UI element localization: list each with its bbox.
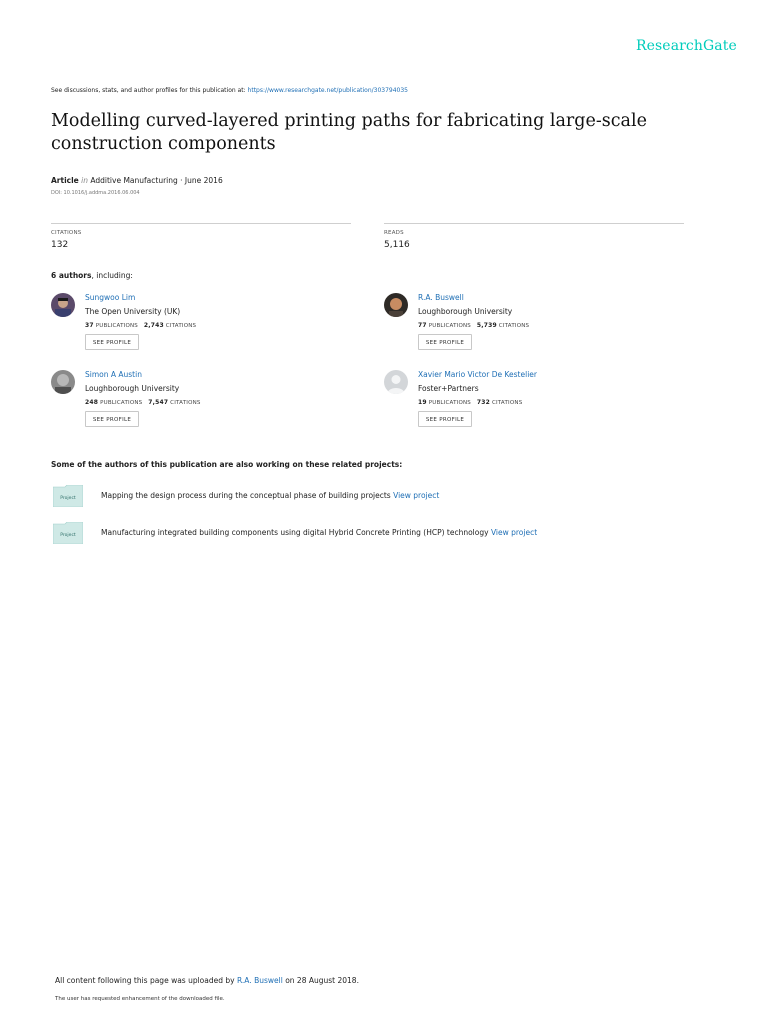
see-profile-button[interactable]: SEE PROFILE <box>85 334 139 350</box>
authors-heading <box>51 271 133 280</box>
author-avatar-placeholder-icon[interactable] <box>384 370 408 394</box>
author-card <box>51 293 351 369</box>
authors-count: 6 authors <box>51 271 92 280</box>
related-project-item <box>51 485 651 509</box>
author-name-link[interactable]: Xavier Mario Victor De Kestelier <box>418 370 537 379</box>
see-profile-button[interactable]: SEE PROFILE <box>85 411 139 427</box>
author-card <box>384 370 684 446</box>
view-project-link[interactable]: View project <box>393 491 440 500</box>
journal-date: Additive Manufacturing · June 2016 <box>90 176 223 185</box>
author-institution: Foster+Partners <box>418 384 479 393</box>
author-card <box>51 370 351 446</box>
project-icon <box>53 485 83 507</box>
view-project-link[interactable]: View project <box>490 528 538 537</box>
divider <box>51 223 351 224</box>
authors-including: , including: <box>91 271 133 280</box>
project-title: Mapping the design process during the conceptual phase of building projects View project <box>101 491 440 500</box>
author-institution: Loughborough University <box>418 307 513 316</box>
author-name-link[interactable]: Simon A Austin <box>85 370 142 379</box>
svg-text:Project: Project <box>60 533 76 538</box>
see-profile-button[interactable]: SEE PROFILE <box>418 411 472 427</box>
reads-value: 5,116 <box>384 240 410 250</box>
author-stats: 248 PUBLICATIONS 7,547 CITATIONS <box>85 399 201 406</box>
see-profile-button[interactable]: SEE PROFILE <box>418 334 472 350</box>
publication-url-link[interactable]: https://www.researchgate.net/publication/303794035 <box>247 87 408 94</box>
citations-label: CITATIONS <box>51 230 82 236</box>
enhancement-note: The user has requested enhancement of the downloaded file. <box>55 996 225 1002</box>
divider <box>384 223 684 224</box>
related-project-item <box>51 522 651 546</box>
author-institution: The Open University (UK) <box>85 307 181 316</box>
author-avatar[interactable] <box>384 293 408 317</box>
in-word: in <box>81 176 88 185</box>
citations-value: 132 <box>51 240 69 250</box>
discussion-prefix: See discussions, stats, and author profiles for this publication at: <box>51 87 248 94</box>
author-card <box>384 293 684 369</box>
author-avatar[interactable] <box>51 370 75 394</box>
article-meta <box>51 176 223 185</box>
uploader-link[interactable]: R.A. Buswell <box>236 976 283 985</box>
researchgate-logo[interactable]: ResearchGate <box>636 38 737 54</box>
article-type: Article <box>51 176 79 185</box>
related-projects-heading: Some of the authors of this publication are also working on these related projects: <box>51 460 403 469</box>
author-avatar[interactable] <box>51 293 75 317</box>
reads-label: READS <box>384 230 404 236</box>
article-title: Modelling curved-layered printing paths for fabricating large-scale construction components <box>51 111 647 154</box>
project-title: Manufacturing integrated building components using digital Hybrid Concrete Printing (HCP) technology View project <box>101 528 538 537</box>
svg-text:Project: Project <box>60 496 76 501</box>
author-name-link[interactable]: R.A. Buswell <box>418 293 464 302</box>
author-stats: 37 PUBLICATIONS 2,743 CITATIONS <box>85 322 197 329</box>
author-stats: 19 PUBLICATIONS 732 CITATIONS <box>418 399 523 406</box>
upload-note: All content following this page was uploaded by R.A. Buswell on 28 August 2018. <box>55 976 359 985</box>
author-institution: Loughborough University <box>85 384 180 393</box>
author-stats: 77 PUBLICATIONS 5,739 CITATIONS <box>418 322 530 329</box>
article-doi: DOI: 10.1016/j.addma.2016.06.004 <box>51 190 140 196</box>
discussion-line <box>51 87 408 94</box>
project-icon <box>53 522 83 544</box>
author-name-link[interactable]: Sungwoo Lim <box>85 293 136 302</box>
